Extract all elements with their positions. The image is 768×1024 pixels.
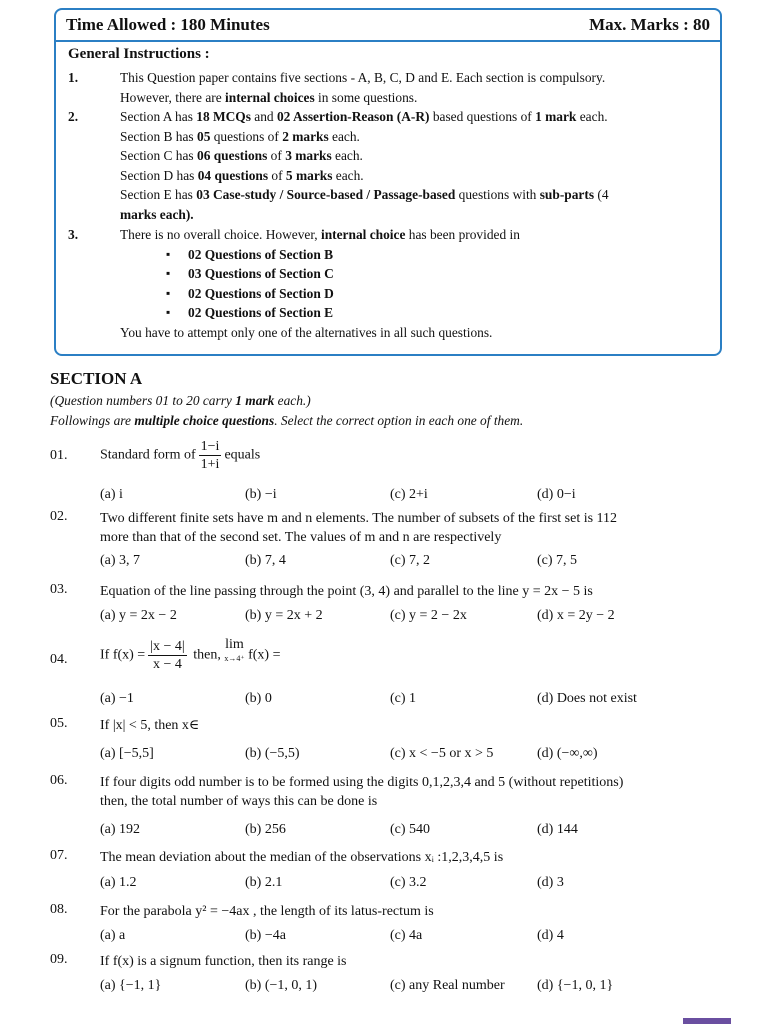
- option-c[interactable]: (c) 3.2: [390, 875, 427, 890]
- question-07: 07. The mean deviation about the median of the observations xᵢ :1,2,3,4,5 is: [50, 848, 504, 865]
- option-a[interactable]: (a) y = 2x − 2: [100, 608, 177, 623]
- instructions-box: [54, 8, 722, 356]
- option-c[interactable]: (c) 4a: [390, 928, 423, 943]
- general-instructions-title: General Instructions :: [68, 46, 210, 62]
- option-c[interactable]: (c) any Real number: [390, 978, 505, 993]
- instruction-2: 2. Section A has 18 MCQs and 02 Assertion-Reason (A-R) based questions of 1 mark each. Section B has 05 questions of 2 marks each. Section C has 06 questions of 3 marks each. Section D has 04 questions of 5 marks each. Section E has 03 Case-study / Source-based / Passage-based questions with sub-parts (4 marks each).: [68, 109, 609, 222]
- question-02: 02. Two different finite sets have m and n elements. The number of subsets of the first set is 112 more than that of the second set. The values of m and n are respectively: [50, 509, 618, 545]
- list-item: ▪ 03 Questions of Section C: [166, 264, 710, 284]
- option-a[interactable]: (a) a: [100, 928, 126, 943]
- exam-header: [56, 10, 720, 42]
- option-d[interactable]: (d) (−∞,∞): [537, 746, 598, 761]
- option-a[interactable]: (a) 1.2: [100, 875, 137, 890]
- option-d[interactable]: (d) 3: [537, 875, 564, 890]
- internal-choice-list: [166, 245, 710, 323]
- fraction: $\frac{1-i}{1+i}$: [200, 439, 220, 472]
- question-04: 04. If f(x) = $\frac{|x - 4|}{x - 4}$ then, lim x→4⁺ f(x) =: [50, 637, 281, 672]
- option-c[interactable]: (c) x < −5 or x > 5: [390, 746, 494, 761]
- option-b[interactable]: (b) −4a: [245, 928, 286, 943]
- option-b[interactable]: (b) y = 2x + 2: [245, 608, 323, 623]
- list-item: ▪ 02 Questions of Section E: [166, 303, 710, 323]
- instruction-3: 3. There is no overall choice. However, internal choice has been provided in ▪ 02 Questions of Section B ▪ 03 Questions of Section C ▪ 02 Questions of Section D ▪ 02 Questions of Section E You have to attempt only one of the alternatives in all such questions.: [68, 225, 710, 342]
- option-d[interactable]: (d) 4: [537, 928, 564, 943]
- limit: lim x→4⁺: [224, 637, 245, 663]
- option-c[interactable]: (c) 540: [390, 822, 431, 837]
- option-c[interactable]: (c) y = 2 − 2x: [390, 608, 467, 623]
- option-c[interactable]: (c) 2+i: [390, 487, 428, 502]
- option-c[interactable]: (c) 1: [390, 691, 417, 706]
- question-08: 08. For the parabola y² = −4ax , the length of its latus-rectum is: [50, 902, 434, 919]
- option-d[interactable]: (d) x = 2y − 2: [537, 608, 615, 623]
- question-01: 01. Standard form of $\frac{1-i}{1+i}$ equals: [50, 439, 261, 472]
- scroll-indicator: [683, 1018, 731, 1024]
- fraction: $\frac{|x - 4|}{x - 4}$: [150, 639, 185, 672]
- list-item: ▪ 02 Questions of Section B: [166, 245, 710, 265]
- option-d[interactable]: (d) 0−i: [537, 487, 576, 502]
- option-b[interactable]: (b) 0: [245, 691, 272, 706]
- option-b[interactable]: (b) 256: [245, 822, 286, 837]
- option-d[interactable]: (d) 144: [537, 822, 578, 837]
- option-b[interactable]: (b) 2.1: [245, 875, 283, 890]
- option-b[interactable]: (b) −i: [245, 487, 277, 502]
- option-c[interactable]: (c) 7, 2: [390, 553, 431, 568]
- option-d[interactable]: (d) {−1, 0, 1}: [537, 978, 614, 993]
- option-d[interactable]: (d) Does not exist: [537, 691, 637, 706]
- option-a[interactable]: (a) {−1, 1}: [100, 978, 162, 993]
- option-b[interactable]: (b) (−5,5): [245, 746, 300, 761]
- option-a[interactable]: (a) −1: [100, 691, 134, 706]
- option-a[interactable]: (a) 3, 7: [100, 553, 141, 568]
- option-a[interactable]: (a) i: [100, 487, 123, 502]
- section-note-marks: (Question numbers 01 to 20 carry 1 mark each.): [50, 393, 311, 408]
- question-05: 05. If |x| < 5, then x∈: [50, 716, 200, 733]
- option-a[interactable]: (a) 192: [100, 822, 141, 837]
- question-03: 03. Equation of the line passing through the point (3, 4) and parallel to the line y = 2x − 5 is: [50, 582, 593, 599]
- option-b[interactable]: (b) 7, 4: [245, 553, 286, 568]
- time-allowed: Time Allowed : 180 Minutes: [66, 15, 270, 34]
- instruction-1: 1. This Question paper contains five sections - A, B, C, D and E. Each section is compulsory. However, there are internal choices in some questions.: [68, 70, 606, 105]
- list-item: ▪ 02 Questions of Section D: [166, 284, 710, 304]
- option-b[interactable]: (b) (−1, 0, 1): [245, 978, 318, 993]
- max-marks: Max. Marks : 80: [589, 15, 710, 34]
- section-note-mcq: Followings are multiple choice questions. Select the correct option in each one of them.: [50, 413, 524, 428]
- question-06: 06. If four digits odd number is to be formed using the digits 0,1,2,3,4 and 5 (without repetitions) then, the total number of ways this can be done is: [50, 773, 624, 809]
- question-09: 09. If f(x) is a signum function, then its range is: [50, 952, 347, 969]
- section-title: SECTION A: [50, 369, 143, 388]
- option-d[interactable]: (c) 7, 5: [537, 553, 578, 568]
- option-a[interactable]: (a) [−5,5]: [100, 746, 154, 761]
- instruction-closing: You have to attempt only one of the alternatives in all such questions.: [120, 324, 493, 340]
